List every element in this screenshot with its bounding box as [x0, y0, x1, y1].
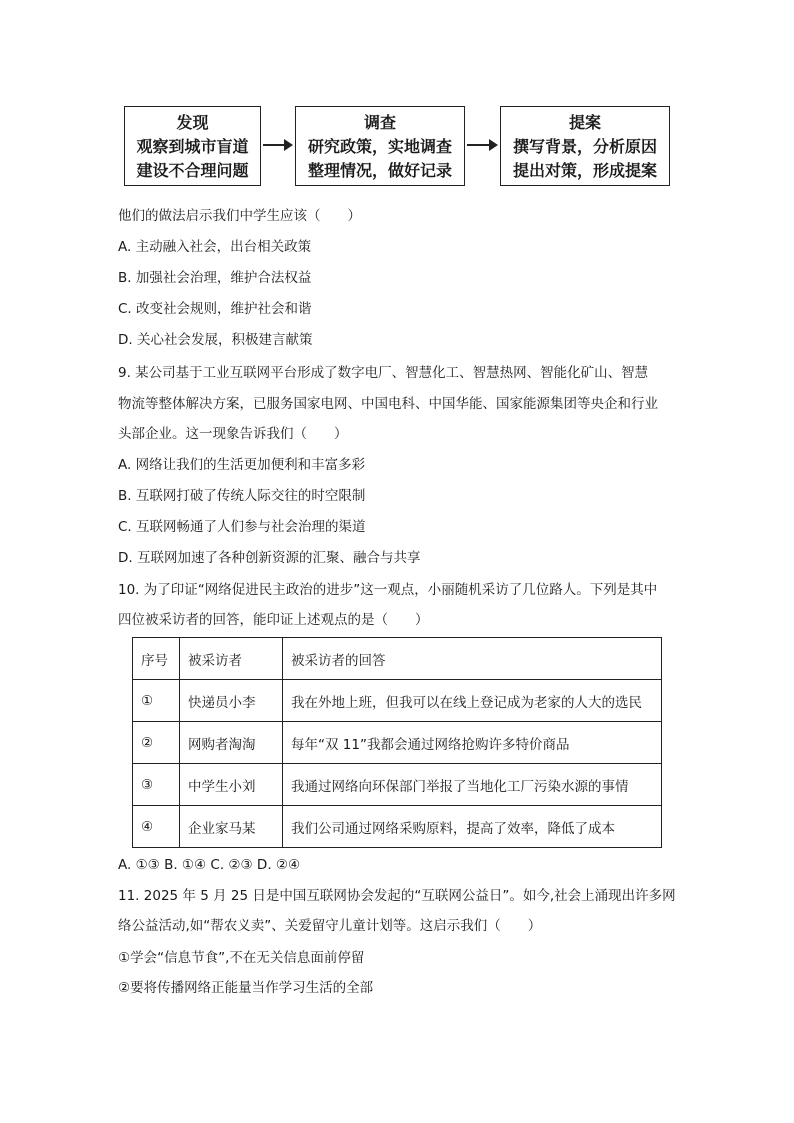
table-row	[133, 764, 662, 806]
table-cell: ④	[133, 806, 180, 848]
flow-box-investigate	[295, 106, 465, 186]
table-cell: 中学生小刘	[180, 764, 283, 806]
arrow-right-icon	[467, 144, 496, 146]
table-cell: 企业家马某	[180, 806, 283, 848]
table-cell: 我通过网络向环保部门举报了当地化工厂污染水源的事情	[283, 764, 662, 806]
interview-table	[132, 637, 662, 848]
option-b: B. 加强社会治理，维护合法权益	[118, 270, 312, 286]
flow-box-line: 建设不合理问题	[136, 161, 249, 180]
flow-box-title: 发现	[176, 113, 209, 132]
arrow-right-icon	[263, 144, 291, 146]
flow-box-line: 撰写背景，分析原因	[512, 137, 657, 156]
flow-box-discover	[124, 106, 261, 186]
flow-box-title: 调查	[363, 113, 396, 132]
flow-box-line: 提出对策，形成提案	[512, 161, 657, 180]
option-a: A. 网络让我们的生活更加便利和丰富多彩	[118, 457, 366, 473]
table-cell: 网购者淘淘	[180, 722, 283, 764]
flow-box-title: 提案	[568, 113, 601, 132]
option-b: B. 互联网打破了传统人际交往的时空限制	[118, 488, 366, 504]
table-header: 被采访者的回答	[283, 638, 662, 680]
option-d: D. 互联网加速了各种创新资源的汇聚、融合与共享	[118, 550, 421, 566]
table-row	[133, 722, 662, 764]
option-d: D. 关心社会发展，积极建言献策	[118, 332, 313, 348]
table-header: 被采访者	[180, 638, 283, 680]
flow-box-proposal	[500, 106, 670, 186]
flow-box-line: 整理情况，做好记录	[307, 161, 452, 180]
statement-item: ②要将传播网络正能量当作学习生活的全部	[118, 980, 374, 996]
question-stem: 络公益活动,如“帮农义卖”、关爱留守儿童计划等。这启示我们（ ）	[118, 918, 542, 934]
table-cell: ③	[133, 764, 180, 806]
table-cell: ②	[133, 722, 180, 764]
option-c: C. 互联网畅通了人们参与社会治理的渠道	[118, 519, 366, 535]
question-stem: 9. 某公司基于工业互联网平台形成了数字电厂、智慧化工、智慧热网、智能化矿山、智慧	[118, 365, 649, 381]
flow-box-line: 观察到城市盲道	[136, 137, 249, 156]
question-stem: 物流等整体解决方案，已服务国家电网、中国电科、中国华能、国家能源集团等央企和行业	[118, 396, 658, 412]
table-cell: 我在外地上班，但我可以在线上登记成为老家的人大的选民	[283, 680, 662, 722]
question-stem: 11. 2025 年 5 月 25 日是中国互联网协会发起的“互联网公益日”。如今,社会上涌现出许多网	[118, 888, 676, 904]
flow-box-line: 研究政策，实地调查	[307, 137, 452, 156]
option-a: A. 主动融入社会，出台相关政策	[118, 239, 312, 255]
question-stem: 10. 为了印证“网络促进民主政治的进步”这一观点，小丽随机采访了几位路人。下列是其中	[118, 582, 658, 598]
question-stem: 他们的做法启示我们中学生应该（ ）	[118, 208, 361, 224]
option-c: C. 改变社会规则，维护社会和谐	[118, 301, 312, 317]
table-header-row	[133, 638, 662, 680]
options-line: A. ①③ B. ①④ C. ②③ D. ②④	[118, 857, 301, 873]
question-stem: 四位被采访者的回答，能印证上述观点的是（ ）	[118, 612, 429, 628]
table-row	[133, 806, 662, 848]
question-stem: 头部企业。这一现象告诉我们（ ）	[118, 426, 348, 442]
statement-item: ①学会“信息节食”,不在无关信息面前停留	[118, 950, 365, 966]
table-cell: 快递员小李	[180, 680, 283, 722]
table-cell: 我们公司通过网络采购原料，提高了效率，降低了成本	[283, 806, 662, 848]
table-cell: ①	[133, 680, 180, 722]
flowchart	[124, 106, 672, 190]
table-row	[133, 680, 662, 722]
table-header: 序号	[133, 638, 180, 680]
table-cell: 每年“双 11”我都会通过网络抢购许多特价商品	[283, 722, 662, 764]
